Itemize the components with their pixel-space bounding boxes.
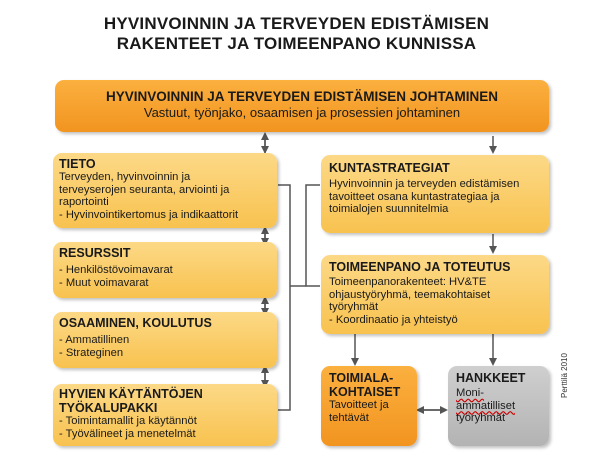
toimeenpano-line: Toimeenpanorakenteet: HV&TE (329, 276, 487, 288)
tieto-line: terveyserojen seuranta, arviointi ja (59, 183, 230, 196)
resurssit-heading: RESURSSIT (59, 246, 131, 260)
toimiala-line: Tavoitteet ja (329, 399, 389, 411)
kuntastrategiat-line: Hyvinvoinnin ja terveyden edistämisen (329, 178, 520, 190)
hankkeet-heading: HANKKEET (456, 371, 526, 385)
toimeenpano-heading: TOIMEENPANO JA TOTEUTUS (329, 260, 511, 274)
hankkeet-line: ammatilliset (456, 399, 516, 412)
title-line-1: HYVINVOINNIN JA TERVEYDEN EDISTÄMISEN (103, 14, 490, 33)
kaytannot-line: - Toimintamallit ja käytännöt (59, 415, 197, 427)
osaaminen-line: - Strateginen (59, 346, 124, 359)
kaytannot-line: - Työvälineet ja menetelmät (59, 427, 196, 440)
tieto-line: Terveyden, hyvinvoinnin ja (59, 171, 191, 183)
leadership-heading: HYVINVOINNIN JA TERVEYDEN EDISTÄMISEN JOHTAMINEN (105, 89, 499, 104)
leadership-text: Vastuut, työnjako, osaamisen ja prosessien johtaminen (143, 105, 461, 120)
title-line-2: RAKENTEET JA TOIMEENPANO KUNNISSA (116, 34, 477, 53)
osaaminen-line: - Ammatillinen (59, 334, 130, 346)
toimiala-heading-2: KOHTAISET (329, 385, 401, 399)
resurssit-line: - Muut voimavarat (59, 276, 149, 289)
kaytannot-heading-2: TYÖKALUPAKKI (59, 401, 158, 415)
kuntastrategiat-box (321, 155, 549, 233)
kuntastrategiat-heading: KUNTASTRATEGIAT (329, 161, 450, 175)
kuntastrategiat-line: toimialojen suunnitelmia (329, 203, 449, 216)
toimiala-line: tehtävät (329, 411, 369, 424)
osaaminen-box (53, 312, 277, 368)
resurssit-line: - Henkilöstövoimavarat (59, 264, 173, 276)
toimiala-box (321, 366, 417, 446)
hankkeet-box (448, 366, 549, 446)
osaaminen-heading: OSAAMINEN, KOULUTUS (59, 316, 212, 330)
toimiala-heading-1: TOIMIALA- (329, 371, 394, 385)
kuntastrategiat-line: tavoitteet osana kuntastrategiaa ja (329, 190, 500, 203)
kaytannot-box (53, 384, 277, 446)
hankkeet-line: työryhmät (456, 412, 506, 425)
kaytannot-heading-1: HYVIEN KÄYTÄNTÖJEN (59, 387, 203, 401)
toimeenpano-box (321, 255, 549, 334)
tieto-line: - Hyvinvointikertomus ja indikaattorit (59, 208, 239, 221)
right-bracket-line (306, 185, 320, 286)
tieto-line: raportointi (59, 196, 109, 209)
toimeenpano-line: ohjaustyöryhmä, teemakohtaiset (329, 288, 491, 301)
tieto-heading: TIETO (59, 157, 96, 171)
toimeenpano-line: - Koordinaatio ja yhteistyö (329, 313, 458, 326)
hankkeet-line: Moni- (456, 387, 484, 399)
tieto-box (53, 153, 277, 228)
author-credit: Perttilä 2010 (560, 353, 569, 398)
left-bracket-line (278, 185, 290, 410)
toimeenpano-line: työryhmät (329, 301, 379, 314)
leadership-box (55, 80, 549, 132)
resurssit-box (53, 242, 277, 298)
diagram-title (0, 14, 593, 54)
